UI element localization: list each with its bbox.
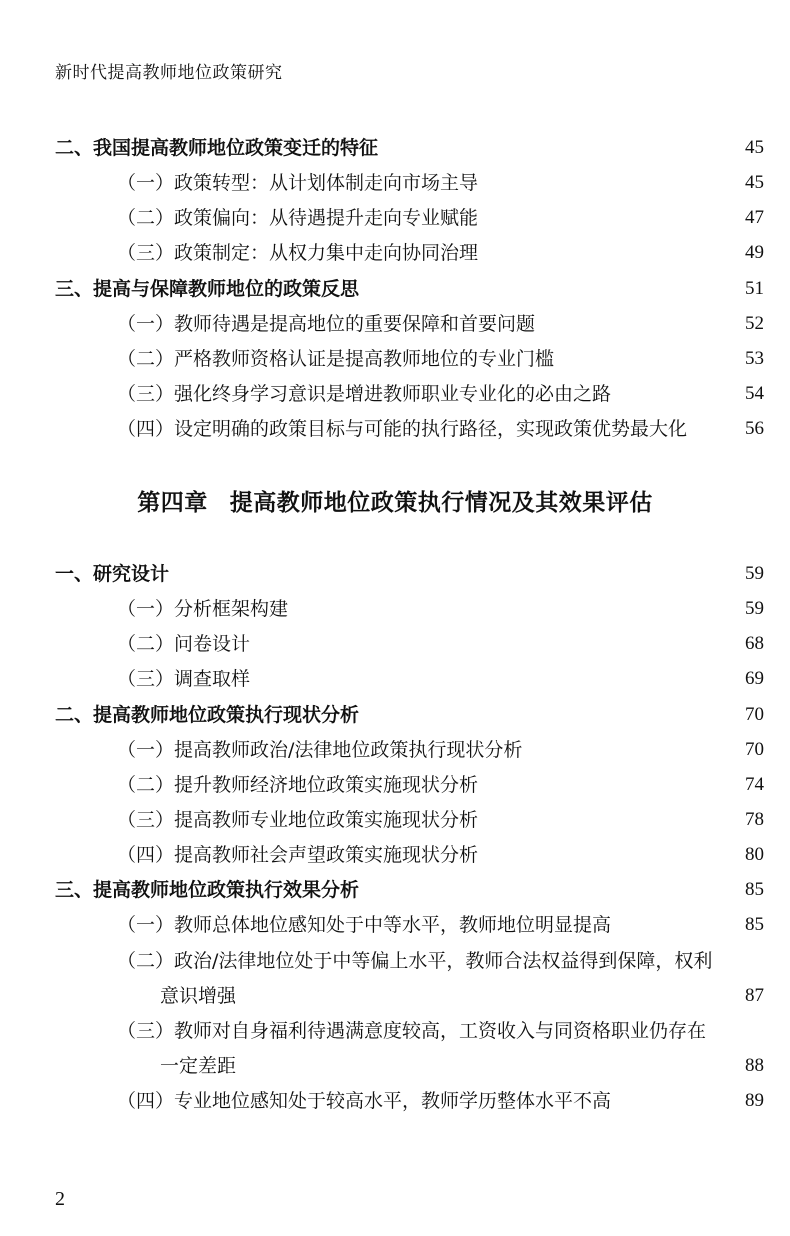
- toc-entry-text: （一）教师待遇是提高地位的重要保障和首要问题: [117, 313, 536, 335]
- toc-entry-page: 85: [745, 914, 764, 935]
- toc-entry-text: 一定差距: [160, 1055, 237, 1077]
- toc-entry-page: 78: [745, 809, 764, 830]
- toc-entry-page: 88: [745, 1055, 764, 1076]
- toc-entry-text: （二）问卷设计: [117, 633, 251, 655]
- chapter-heading: [0, 484, 790, 517]
- toc-entry-text: 三、提高教师地位政策执行效果分析: [55, 879, 360, 901]
- toc-entry-text: （三）教师对自身福利待遇满意度较高，工资收入与同资格职业仍存在: [117, 1020, 707, 1042]
- toc-entry-text: （四）设定明确的政策目标与可能的执行路径，实现政策优势最大化: [117, 418, 688, 440]
- page-number: 2: [55, 1188, 65, 1210]
- toc-entry-page: 70: [745, 739, 764, 760]
- toc-entry-text: （三）强化终身学习意识是增进教师职业专业化的必由之路: [117, 383, 612, 405]
- toc-entry-page: 89: [745, 1090, 764, 1111]
- toc-entry-page: 74: [745, 774, 764, 795]
- toc-entry-page: 69: [745, 668, 764, 689]
- toc-entry-text: 三、提高与保障教师地位的政策反思: [55, 278, 360, 300]
- running-head: 新时代提高教师地位政策研究: [55, 63, 283, 83]
- toc-entry-text: （二）政策偏向：从待遇提升走向专业赋能: [117, 207, 479, 229]
- chapter-title: 提高教师地位政策执行情况及其效果评估: [229, 490, 653, 516]
- toc-entry-text: 一、研究设计: [55, 563, 170, 585]
- toc-entry-page: 45: [745, 137, 764, 158]
- toc-entry-page: 45: [745, 172, 764, 193]
- toc-entry-text: （一）政策转型：从计划体制走向市场主导: [117, 172, 479, 194]
- toc-entry-page: 54: [745, 383, 764, 404]
- toc-entry-text: 二、我国提高教师地位政策变迁的特征: [55, 137, 379, 159]
- toc-entry-text: 意识增强: [160, 985, 237, 1007]
- toc-entry-text: （三）政策制定：从权力集中走向协同治理: [117, 242, 479, 264]
- toc-entry-text: （二）提升教师经济地位政策实施现状分析: [117, 774, 479, 796]
- toc-entry-text: 二、提高教师地位政策执行现状分析: [55, 704, 360, 726]
- toc-entry-page: 59: [745, 563, 764, 584]
- toc-entry-text: （四）专业地位感知处于较高水平，教师学历整体水平不高: [117, 1090, 612, 1112]
- toc-entry-page: 51: [745, 278, 764, 299]
- toc-entry-page: 56: [745, 418, 764, 439]
- toc-entry-page: 47: [745, 207, 764, 228]
- toc-entry-text: （一）教师总体地位感知处于中等水平，教师地位明显提高: [117, 914, 612, 936]
- toc-entry-text: （三）提高教师专业地位政策实施现状分析: [117, 809, 479, 831]
- toc-entry-page: 59: [745, 598, 764, 619]
- toc-entry-page: 49: [745, 242, 764, 263]
- toc-entry-text: （二）严格教师资格认证是提高教师地位的专业门槛: [117, 348, 555, 370]
- toc-entry-page: 85: [745, 879, 764, 900]
- toc-entry-page: 52: [745, 313, 764, 334]
- toc-entry-text: （四）提高教师社会声望政策实施现状分析: [117, 844, 479, 866]
- toc-entry-text: （一）提高教师政治/法律地位政策执行现状分析: [117, 739, 523, 761]
- toc-entry-page: 80: [745, 844, 764, 865]
- toc-entry-text: （二）政治/法律地位处于中等偏上水平，教师合法权益得到保障，权利: [117, 950, 713, 972]
- toc-entry-page: 53: [745, 348, 764, 369]
- toc-entry-page: 68: [745, 633, 764, 654]
- toc-entry-text: （一）分析框架构建: [117, 598, 289, 620]
- chapter-number: 第四章: [137, 490, 208, 516]
- toc-entry-page: 87: [745, 985, 764, 1006]
- toc-entry-page: 70: [745, 704, 764, 725]
- toc-entry-text: （三）调查取样: [117, 668, 251, 690]
